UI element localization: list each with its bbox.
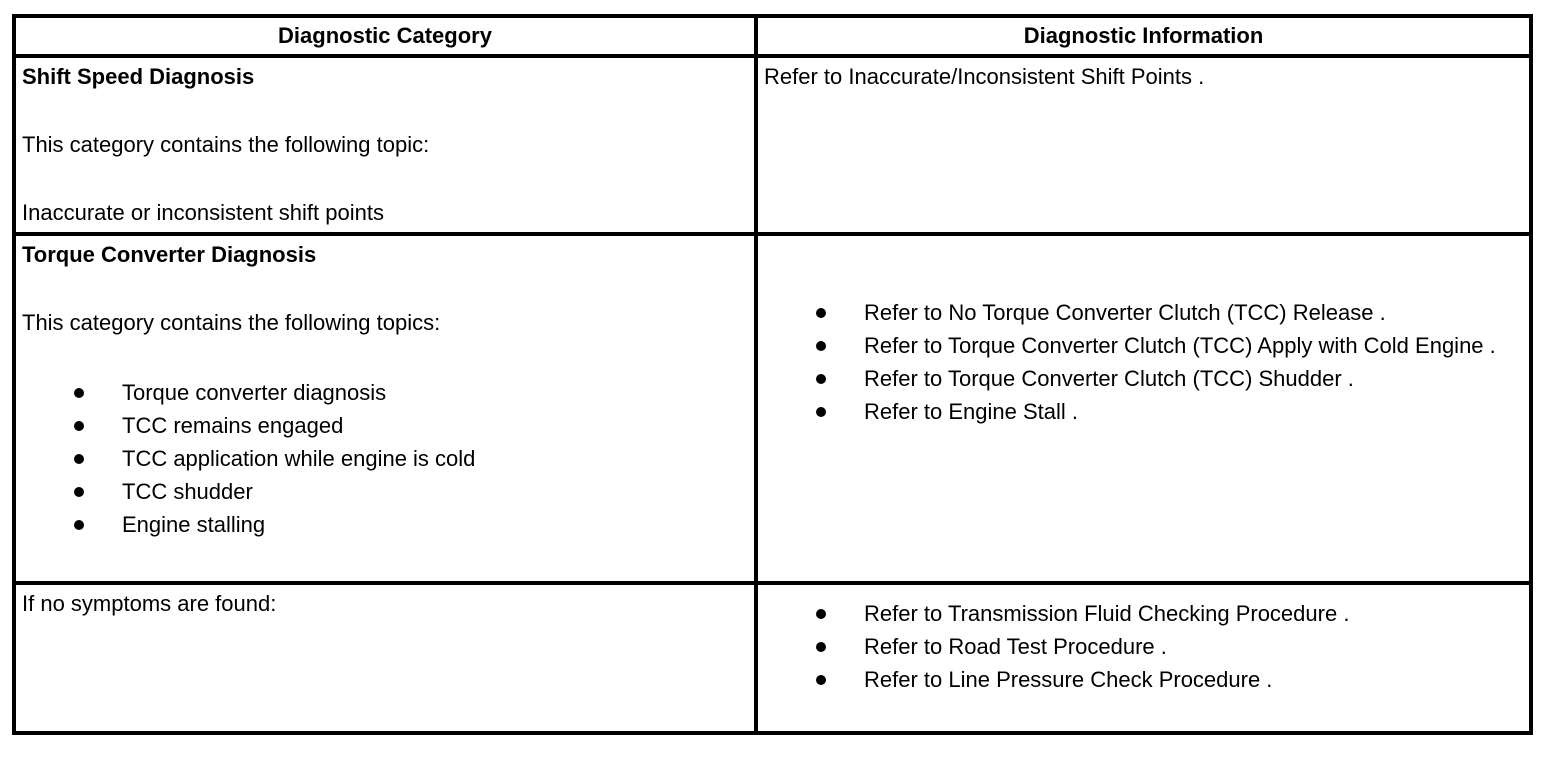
list-item: TCC shudder <box>22 477 748 506</box>
list-item: TCC remains engaged <box>22 411 748 440</box>
category-title: Shift Speed Diagnosis <box>22 64 255 89</box>
table-row <box>14 583 1531 733</box>
category-cell <box>14 56 756 234</box>
bullet-icon <box>816 407 826 417</box>
bullet-icon <box>816 341 826 351</box>
category-title: Torque Converter Diagnosis <box>22 242 317 267</box>
category-intro: This category contains the following topics: <box>22 310 441 335</box>
bullet-icon <box>816 609 826 619</box>
category-cell <box>14 234 756 583</box>
bullet-icon <box>74 421 84 431</box>
reference-list <box>764 599 1523 694</box>
table-row <box>14 234 1531 583</box>
info-reference: Refer to Inaccurate/Inconsistent Shift Points . <box>764 64 1205 89</box>
bullet-icon <box>74 454 84 464</box>
information-cell <box>756 56 1531 234</box>
reference-list <box>764 298 1523 426</box>
bullet-icon <box>74 388 84 398</box>
bullet-icon <box>74 487 84 497</box>
header-diagnostic-category: Diagnostic Category <box>14 16 756 56</box>
no-symptoms-text: If no symptoms are found: <box>22 591 277 616</box>
list-item: TCC application while engine is cold <box>22 444 748 473</box>
topic-list <box>22 378 748 539</box>
list-item: Refer to Engine Stall . <box>764 397 1523 426</box>
bullet-icon <box>74 520 84 530</box>
category-cell <box>14 583 756 733</box>
category-intro: This category contains the following topic: <box>22 132 430 157</box>
bullet-icon <box>816 675 826 685</box>
table-row <box>14 56 1531 234</box>
bullet-icon <box>816 642 826 652</box>
list-item: Engine stalling <box>22 510 748 539</box>
list-item: Refer to Line Pressure Check Procedure . <box>764 665 1523 694</box>
information-cell <box>756 583 1531 733</box>
list-item: Torque converter diagnosis <box>22 378 748 407</box>
information-cell <box>756 234 1531 583</box>
header-diagnostic-information: Diagnostic Information <box>756 16 1531 56</box>
list-item: Refer to No Torque Converter Clutch (TCC) Release . <box>764 298 1523 327</box>
diagnostic-table <box>12 14 1533 735</box>
list-item: Refer to Road Test Procedure . <box>764 632 1523 661</box>
bullet-icon <box>816 308 826 318</box>
list-item: Refer to Torque Converter Clutch (TCC) Apply with Cold Engine . <box>764 331 1523 360</box>
table-header-row <box>14 16 1531 56</box>
list-item: Refer to Transmission Fluid Checking Procedure . <box>764 599 1523 628</box>
category-topic: Inaccurate or inconsistent shift points <box>22 200 384 225</box>
list-item: Refer to Torque Converter Clutch (TCC) Shudder . <box>764 364 1523 393</box>
bullet-icon <box>816 374 826 384</box>
